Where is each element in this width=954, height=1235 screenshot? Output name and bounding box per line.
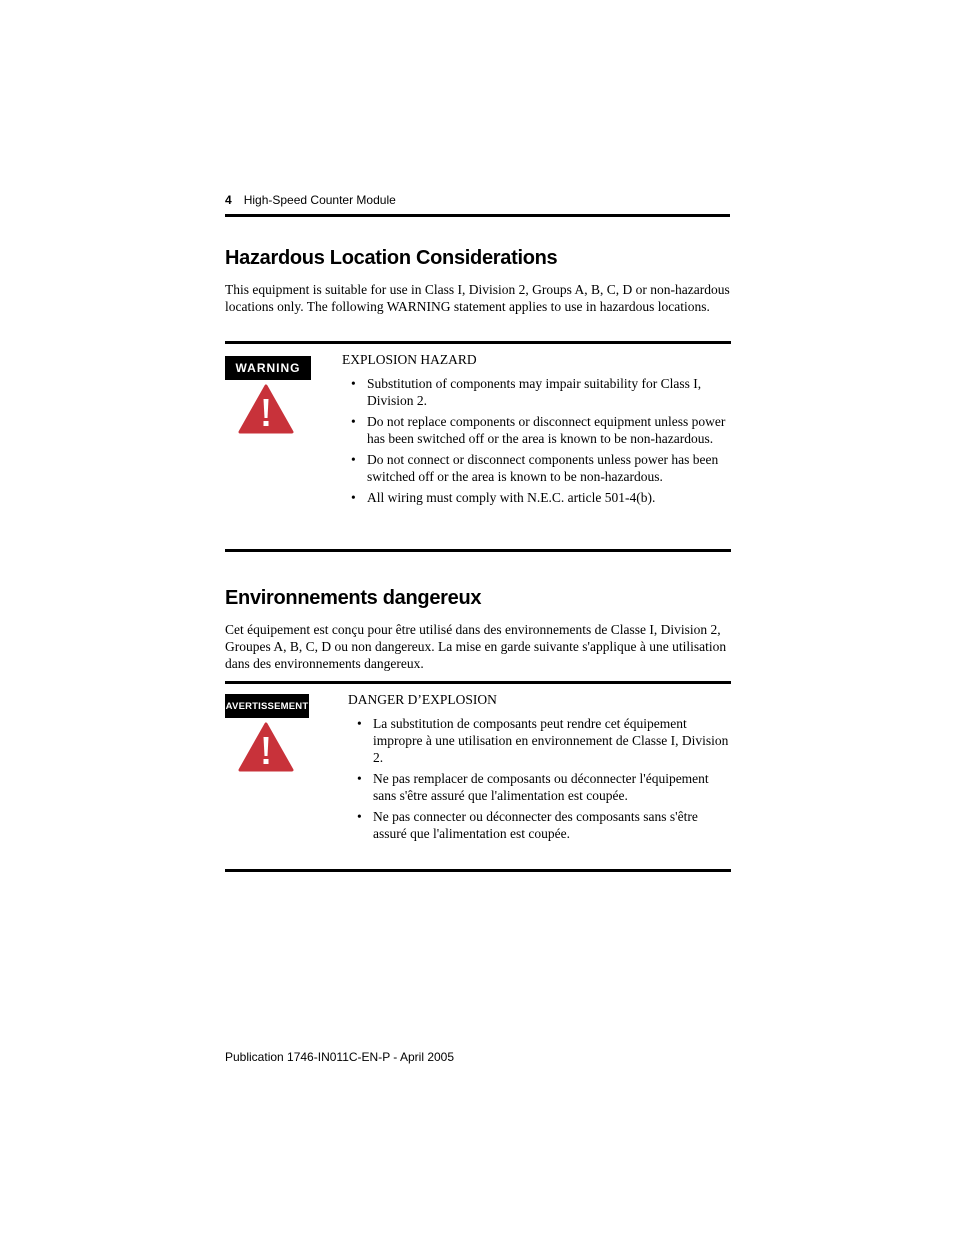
alert-list-en (342, 375, 730, 506)
header-rule (225, 214, 730, 217)
section-title-environnements-dangereux: Environnements dangereux (225, 587, 482, 609)
list-item: • Ne pas remplacer de composants ou déconnecter l'équipement sans s'être assuré que l'alimentation est coupée. (348, 770, 730, 804)
running-title: High-Speed Counter Module (243, 193, 396, 207)
section-intro-fr: Cet équipement est conçu pour être utilisé dans des environnements de Classe I, Division 2, Groupes A, B, C, D ou non dangereux. La mise en garde suivante s'applique à une utilisation dans des environnements dangereux. (225, 622, 727, 671)
avertissement-badge: AVERTISSEMENT (225, 694, 309, 718)
section-intro-en: This equipment is suitable for use in Class I, Division 2, Groups A, B, C, D or non-hazardous locations only. The following WARNING statement applies to use in hazardous locations. (225, 282, 730, 314)
alert-bottom-rule-en (225, 549, 731, 552)
page-number: 4 (225, 193, 232, 207)
alert-heading-en: EXPLOSION HAZARD (342, 352, 477, 367)
alert-top-rule-fr (225, 681, 731, 684)
warning-triangle-icon (238, 384, 294, 434)
list-item: • Ne pas connecter ou déconnecter des composants sans s'être assuré que l'alimentation est coupée. (348, 808, 730, 842)
section-title-hazardous-location: Hazardous Location Considerations (225, 247, 558, 269)
publication-footer: Publication 1746-IN011C-EN-P - April 2005 (225, 1050, 455, 1064)
running-header (225, 193, 396, 207)
warning-triangle-icon (238, 722, 294, 772)
alert-list-fr (348, 715, 730, 842)
list-item: • Substitution of components may impair suitability for Class I, Division 2. (342, 375, 730, 409)
list-item: • Do not replace components or disconnect equipment unless power has been switched off or the area is known to be non-hazardous. (342, 413, 730, 447)
warning-badge: WARNING (225, 356, 311, 380)
list-item: • La substitution de composants peut rendre cet équipement impropre à une utilisation en environnement de Classe I, Division 2. (348, 715, 730, 766)
alert-bottom-rule-fr (225, 869, 731, 872)
alert-content-en (342, 351, 730, 510)
alert-content-fr (348, 691, 730, 846)
list-item: • Do not connect or disconnect components unless power has been switched off or the area is known to be non-hazardous. (342, 451, 730, 485)
alert-top-rule-en (225, 341, 731, 344)
alert-heading-fr: DANGER D’EXPLOSION (348, 692, 497, 707)
list-item: • All wiring must comply with N.E.C. article 501-4(b). (342, 489, 730, 506)
